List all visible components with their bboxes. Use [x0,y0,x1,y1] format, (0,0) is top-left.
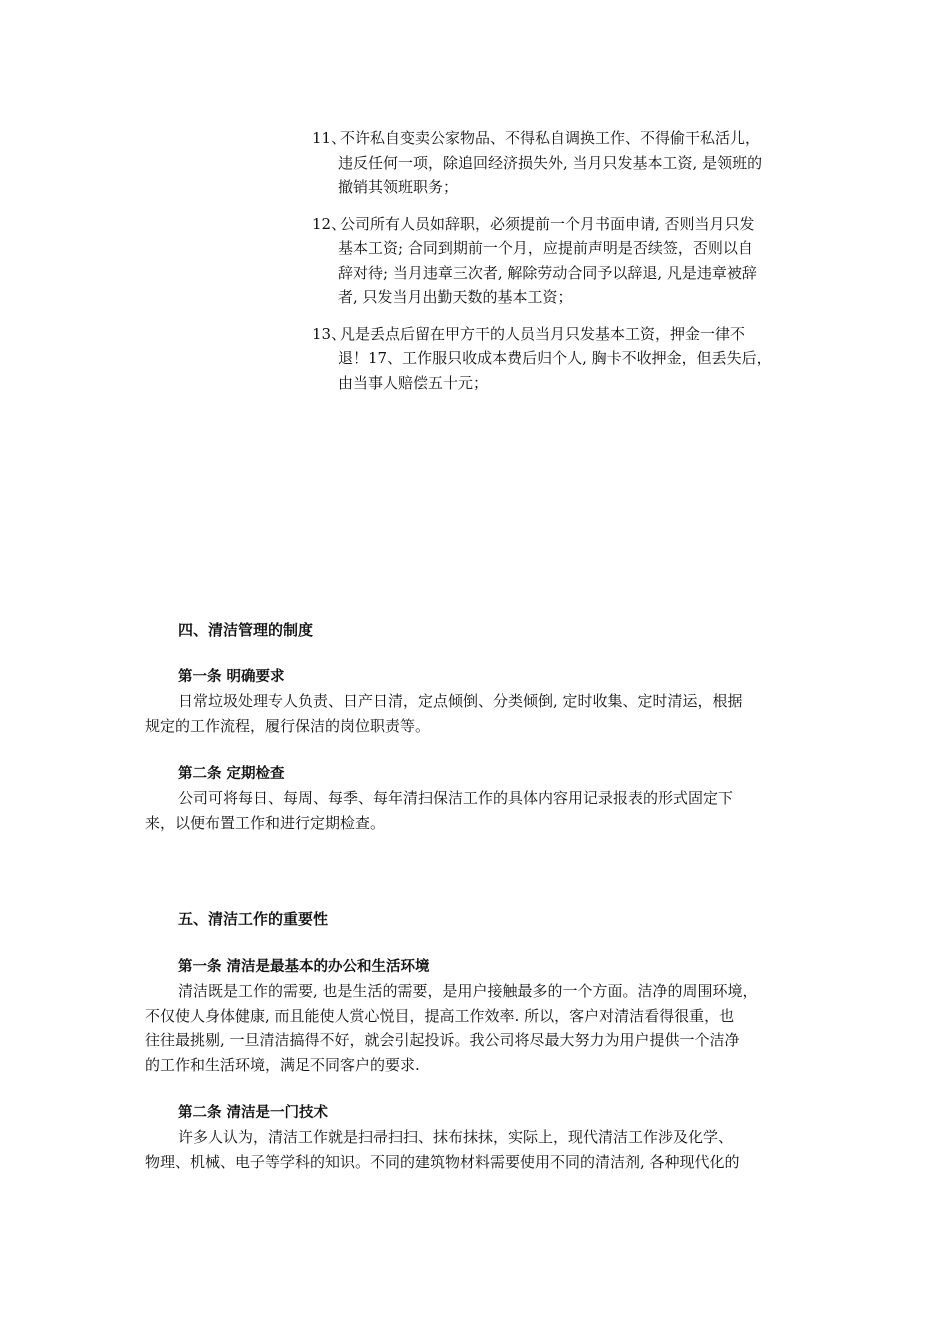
article-title: 第一条 明确要求 [178,669,285,685]
paragraph-line: 公司可将每日、每周、每季、每年清扫保洁工作的具体内容用记录报表的形式固定下 [178,789,734,807]
section-heading: 四、清洁管理的制度 [178,621,314,639]
list-item-line: 不许私自变卖公家物品、不得私自调换工作、不得偷干私活儿， [340,129,761,147]
rules-list [312,126,812,407]
list-item-line: 公司所有人员如辞职，必须提前一个月书面申请, 否则当月只发 [340,214,755,233]
list-item-line: 辞对待; 当月违章三次者, 解除劳动合同予以辞退, 凡是违章被辞 [338,263,757,282]
list-item-line: 凡是丢点后留在甲方干的人员当月只发基本工资，押金一律不 [340,324,746,343]
list-item-line: 由当事人赔偿五十元； [338,373,489,392]
article-body [145,786,810,835]
paragraph-line: 来，以便布置工作和进行定期检查。 [145,813,386,832]
list-item [312,212,812,310]
paragraph-line: 许多人认为，清洁工作就是扫帚扫扫、抹布抹抹，实际上，现代清洁工作涉及化学、 [178,1128,734,1146]
paragraph-line: 不仅使人身体健康, 而且能使人赏心悦目，提高工作效率. 所以，客户对清洁看得很重，也 [145,1006,735,1025]
paragraph-line: 清洁既是工作的需要, 也是生活的需要，是用户接触最多的一个方面。洁净的周围环境， [178,982,758,1000]
list-item [312,126,812,200]
list-item [312,322,812,396]
list-item-line: 违反任何一项，除追回经济损失外, 当月只发基本工资, 是领班的 [338,153,763,172]
list-item-number: 12、 [312,214,347,233]
paragraph-line: 的工作和生活环境，满足不同客户的要求. [145,1055,420,1074]
list-item-number: 13、 [312,324,347,343]
paragraph-line: 规定的工作流程，履行保洁的岗位职责等。 [145,716,431,735]
article-title: 第二条 清洁是一门技术 [178,1105,329,1121]
paragraph-line: 物理、机械、电子等学科的知识。不同的建筑物材料需要使用不同的清洁剂, 各种现代化的 [145,1152,740,1171]
list-item-line: 者, 只发当月出勤天数的基本工资； [338,288,573,306]
list-item-line: 退！17、工作服只收成本费后归个人, 胸卡不收押金，但丢失后， [338,349,772,367]
article-body [145,979,810,1077]
list-item-number: 11、 [312,129,347,147]
paragraph-line: 往往最挑剔, 一旦清洁搞得不好，就会引起投诉。我公司将尽最大努力为用户提供一个洁净 [145,1031,740,1049]
article-body [145,689,810,738]
paragraph-line: 日常垃圾处理专人负责、日产日清，定点倾倒、分类倾倒, 定时收集、定时清运，根据 [178,692,743,710]
article-title: 第一条 清洁是最基本的办公和生活环境 [178,959,430,975]
article-body [145,1125,810,1174]
section-heading: 五、清洁工作的重要性 [178,910,329,928]
list-item-line: 基本工资; 合同到期前一个月，应提前声明是否续签，否则以自 [338,239,753,257]
list-item-line: 撤销其领班职务； [338,178,459,196]
article-title: 第二条 定期检查 [178,766,285,782]
